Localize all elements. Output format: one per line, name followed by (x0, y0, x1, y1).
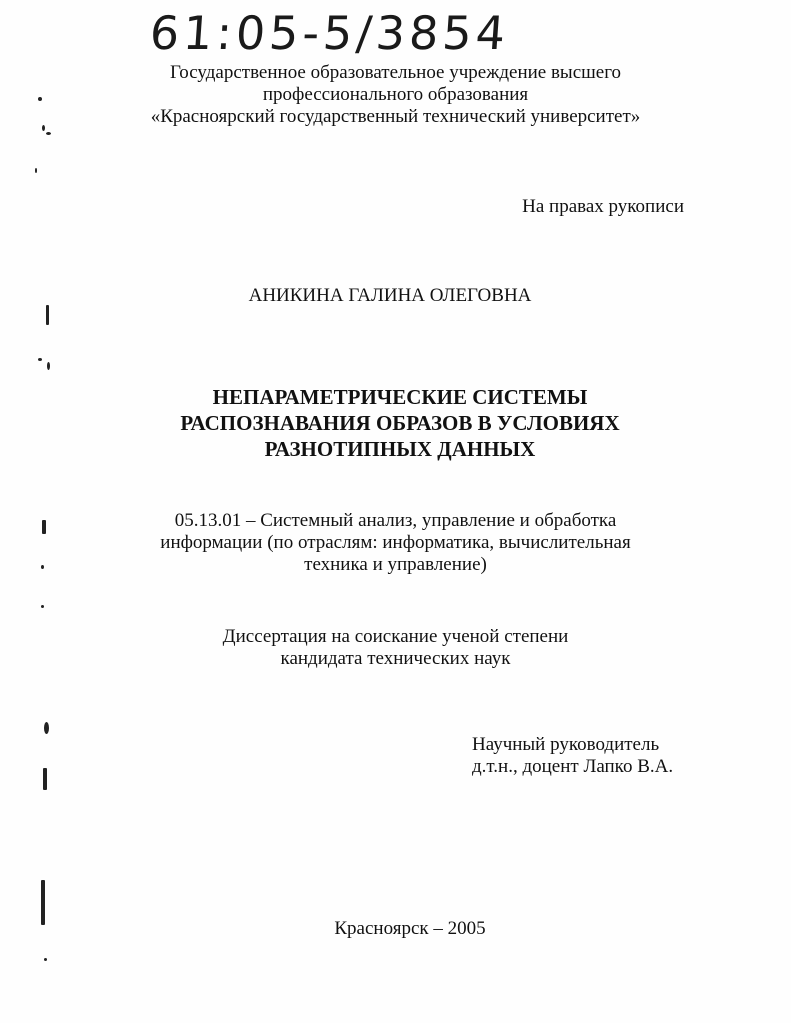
degree-line-1: Диссертация на соискание ученой степени (222, 626, 569, 647)
handwritten-archive-code: 61:05-5/3854 (148, 6, 511, 60)
specialty-line-1: 05.13.01 – Системный анализ, управление и обработка (174, 510, 617, 531)
scan-speck (43, 768, 47, 790)
advisor-line-1: Научный руководитель (472, 734, 660, 755)
scan-margin-marks (30, 0, 70, 1023)
scan-speck (35, 168, 37, 173)
degree-block (0, 626, 791, 670)
scan-speck (41, 565, 44, 569)
degree-line-2: кандидата технических наук (280, 648, 511, 669)
city-year: Красноярск – 2005 (334, 918, 486, 939)
title-line-1: НЕПАРАМЕТРИЧЕСКИЕ СИСТЕМЫ (212, 385, 588, 409)
advisor-block (472, 734, 673, 778)
advisor-line-2: д.т.н., доцент Лапко В.А. (472, 756, 674, 777)
scan-speck (44, 958, 47, 961)
institution-line-1: Государственное образовательное учреждение высшего (169, 62, 622, 83)
institution-header (0, 62, 791, 128)
scan-speck (46, 305, 49, 325)
title-line-3: РАЗНОТИПНЫХ ДАННЫХ (264, 437, 536, 461)
scan-speck (42, 520, 46, 534)
specialty-block (0, 510, 791, 576)
title-line-2: РАСПОЗНАВАНИЯ ОБРАЗОВ В УСЛОВИЯХ (180, 411, 620, 435)
scan-speck (38, 358, 42, 361)
scan-speck (38, 97, 42, 101)
scan-speck (41, 605, 44, 608)
scan-speck (42, 125, 45, 131)
author-name: АНИКИНА ГАЛИНА ОЛЕГОВНА (248, 285, 532, 306)
specialty-line-3: техника и управление) (304, 554, 487, 575)
dissertation-title (0, 384, 791, 462)
manuscript-note: На правах рукописи (522, 196, 684, 217)
institution-line-2: профессионального образования (262, 84, 529, 105)
scan-speck (41, 880, 45, 925)
scan-speck (44, 722, 49, 734)
scan-speck (46, 132, 51, 135)
scan-speck (47, 362, 50, 370)
specialty-line-2: информации (по отраслям: информатика, вычислительная (160, 532, 631, 553)
institution-line-3: «Красноярский государственный технический университет» (150, 106, 641, 127)
